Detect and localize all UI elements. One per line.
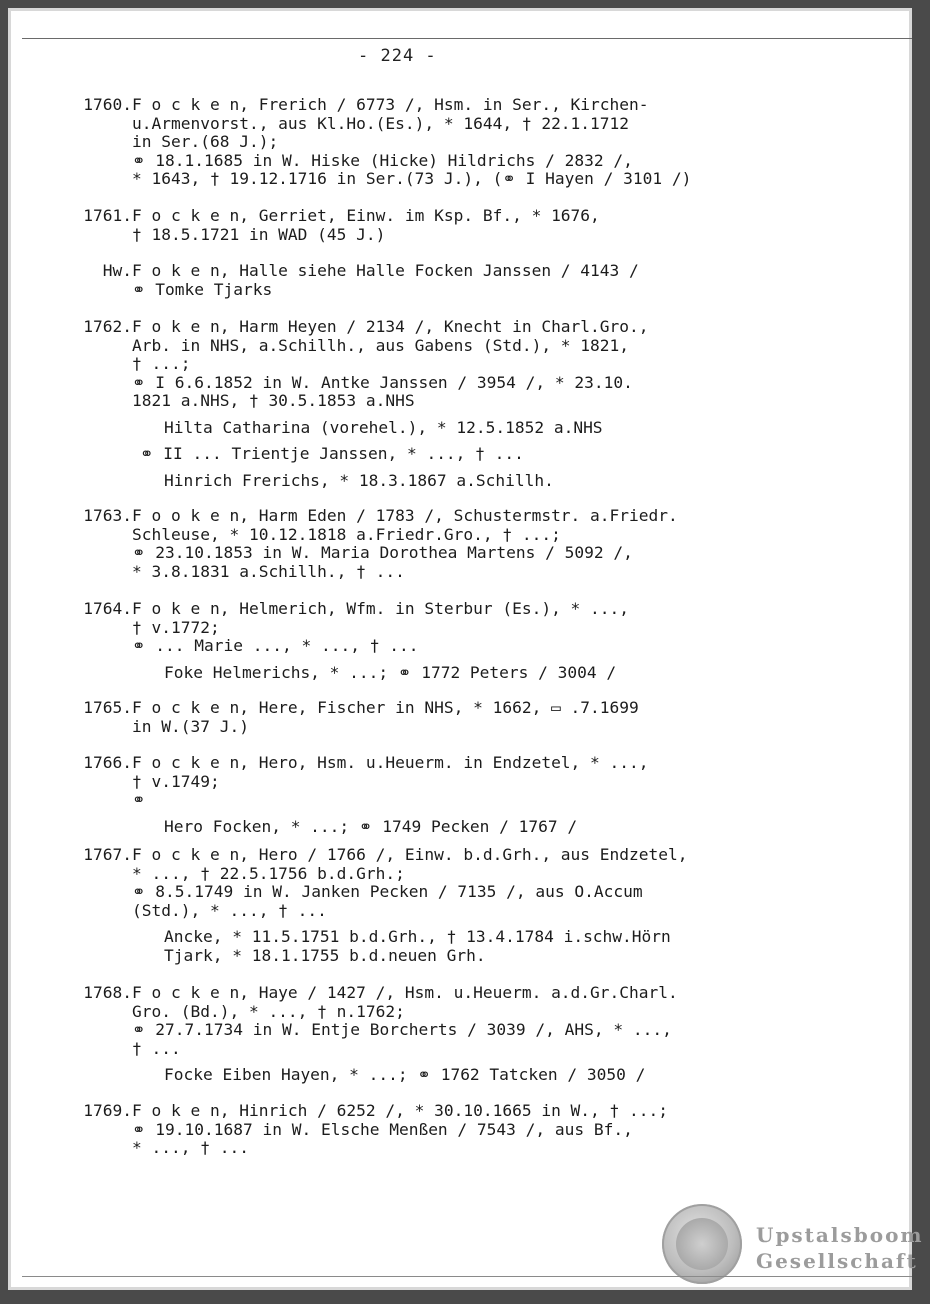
entry-number: 1764. xyxy=(83,599,132,618)
entry-line: ⚭ 23.10.1853 in W. Maria Dorothea Martens / 5092 /, xyxy=(132,543,633,562)
entry-number: 1763. xyxy=(83,506,132,525)
page-number: - 224 - xyxy=(358,46,437,66)
entry-number: 1761. xyxy=(83,206,132,225)
child-line: Hilta Catharina (vorehel.), * 12.5.1852 a.NHS xyxy=(164,417,603,437)
entry-line: ⚭ 18.1.1685 in W. Hiske (Hicke) Hildrichs / 2832 /, xyxy=(132,150,633,170)
entry-line: † v.1749; xyxy=(132,771,220,791)
entry-line: † v.1772; xyxy=(132,617,220,637)
entry-line: Schleuse, * 10.12.1818 a.Friedr.Gro., † ...; xyxy=(132,524,561,544)
entry-number: 1760. xyxy=(83,95,132,114)
child-line: Foke Helmerichs, * ...; ⚭ 1772 Peters / 3004 / xyxy=(164,662,617,682)
entry-line: F o k e n, Harm Heyen / 2134 /, Knecht in Charl.Gro., xyxy=(132,317,649,336)
entry-number: 1769. xyxy=(83,1101,132,1120)
entry-line: ⚭ 27.7.1734 in W. Entje Borcherts / 3039 /, AHS, * ..., xyxy=(132,1020,672,1039)
brand-logo xyxy=(756,1222,924,1274)
entry-line: * ..., † 22.5.1756 b.d.Grh.; xyxy=(132,863,405,883)
entry-line: F o c k e n, Gerriet, Einw. im Ksp. Bf., * 1676, xyxy=(132,206,600,225)
entry-number: Hw. xyxy=(102,261,132,280)
entry-line: F o c k e n, Haye / 1427 /, Hsm. u.Heuerm. a.d.Gr.Charl. xyxy=(132,983,678,1002)
entry-line: F o c k e n, Here, Fischer in NHS, * 1662, ▭ .7.1699 xyxy=(132,698,639,717)
entry-line: * 1643, † 19.12.1716 in Ser.(73 J.), (⚭ I Hayen / 3101 /) xyxy=(132,169,692,188)
entry-number: 1762. xyxy=(83,317,132,336)
entry-line: F o c k e n, Hero, Hsm. u.Heuerm. in Endzetel, * ..., xyxy=(132,753,649,772)
child-line: Hinrich Frerichs, * 18.3.1867 a.Schillh. xyxy=(164,470,554,490)
entry-line: in Ser.(68 J.); xyxy=(132,132,279,151)
entry-line: 1821 a.NHS, † 30.5.1853 a.NHS xyxy=(132,391,415,410)
bottom-rule xyxy=(22,1276,912,1277)
entry-line: u.Armenvorst., aus Kl.Ho.(Es.), * 1644, † 22.1.1712 xyxy=(132,113,630,133)
entry-number: 1768. xyxy=(83,983,132,1002)
entry-line: † ...; xyxy=(132,354,191,373)
entry-line: F o c k e n, Frerich / 6773 /, Hsm. in Ser., Kirchen- xyxy=(132,95,649,114)
entry-line: † ... xyxy=(132,1038,181,1058)
entry-line: ⚭ II ... Trientje Janssen, * ..., † ... xyxy=(140,444,524,463)
entry-line: F o o k e n, Harm Eden / 1783 /, Schustermstr. a.Friedr. xyxy=(132,506,678,525)
entry-line: ⚭ Tomke Tjarks xyxy=(132,279,273,299)
entry-line: F o k e n, Halle siehe Halle Focken Janssen / 4143 / xyxy=(132,261,639,280)
entry-line: † 18.5.1721 in WAD (45 J.) xyxy=(132,224,386,244)
brand-line-1: Upstalsboom xyxy=(756,1223,924,1247)
entry-line: (Std.), * ..., † ... xyxy=(132,900,327,920)
entry-line: * ..., † ... xyxy=(132,1138,249,1157)
entry-line: ⚭ ... Marie ..., * ..., † ... xyxy=(132,636,419,655)
top-rule xyxy=(22,38,912,39)
entry-line: in W.(37 J.) xyxy=(132,716,249,736)
child-line: Focke Eiben Hayen, * ...; ⚭ 1762 Tatcken / 3050 / xyxy=(164,1065,646,1084)
entry-number: 1765. xyxy=(83,698,132,717)
entry-line: ⚭ I 6.6.1852 in W. Antke Janssen / 3954 /, * 23.10. xyxy=(132,372,633,392)
entry-line: F o k e n, Hinrich / 6252 /, * 30.10.1665 in W., † ...; xyxy=(132,1101,669,1120)
upstalsboom-seal-icon xyxy=(662,1204,742,1284)
entry-number: 1766. xyxy=(83,753,132,772)
entry-line: * 3.8.1831 a.Schillh., † ... xyxy=(132,561,405,581)
entry-line: Gro. (Bd.), * ..., † n.1762; xyxy=(132,1001,405,1021)
entry-line: F o c k e n, Hero / 1766 /, Einw. b.d.Grh., aus Endzetel, xyxy=(132,845,688,864)
entry-number: 1767. xyxy=(83,845,132,864)
child-line: Ancke, * 11.5.1751 b.d.Grh., † 13.4.1784 i.schw.Hörn xyxy=(164,927,671,946)
entry-line: Arb. in NHS, a.Schillh., aus Gabens (Std.), * 1821, xyxy=(132,335,630,355)
child-line: Tjark, * 18.1.1755 b.d.neuen Grh. xyxy=(164,945,486,965)
child-line: Hero Focken, * ...; ⚭ 1749 Pecken / 1767 / xyxy=(164,816,578,836)
entry-line: ⚭ 8.5.1749 in W. Janken Pecken / 7135 /, aus O.Accum xyxy=(132,882,643,901)
entry-line: ⚭ 19.10.1687 in W. Elsche Menßen / 7543 /, aus Bf., xyxy=(132,1119,633,1139)
document-page xyxy=(8,8,924,1290)
entry-line: F o k e n, Helmerich, Wfm. in Sterbur (Es.), * ..., xyxy=(132,599,630,618)
entry-line: ⚭ xyxy=(132,790,146,809)
brand-line-2: Gesellschaft xyxy=(756,1249,918,1273)
